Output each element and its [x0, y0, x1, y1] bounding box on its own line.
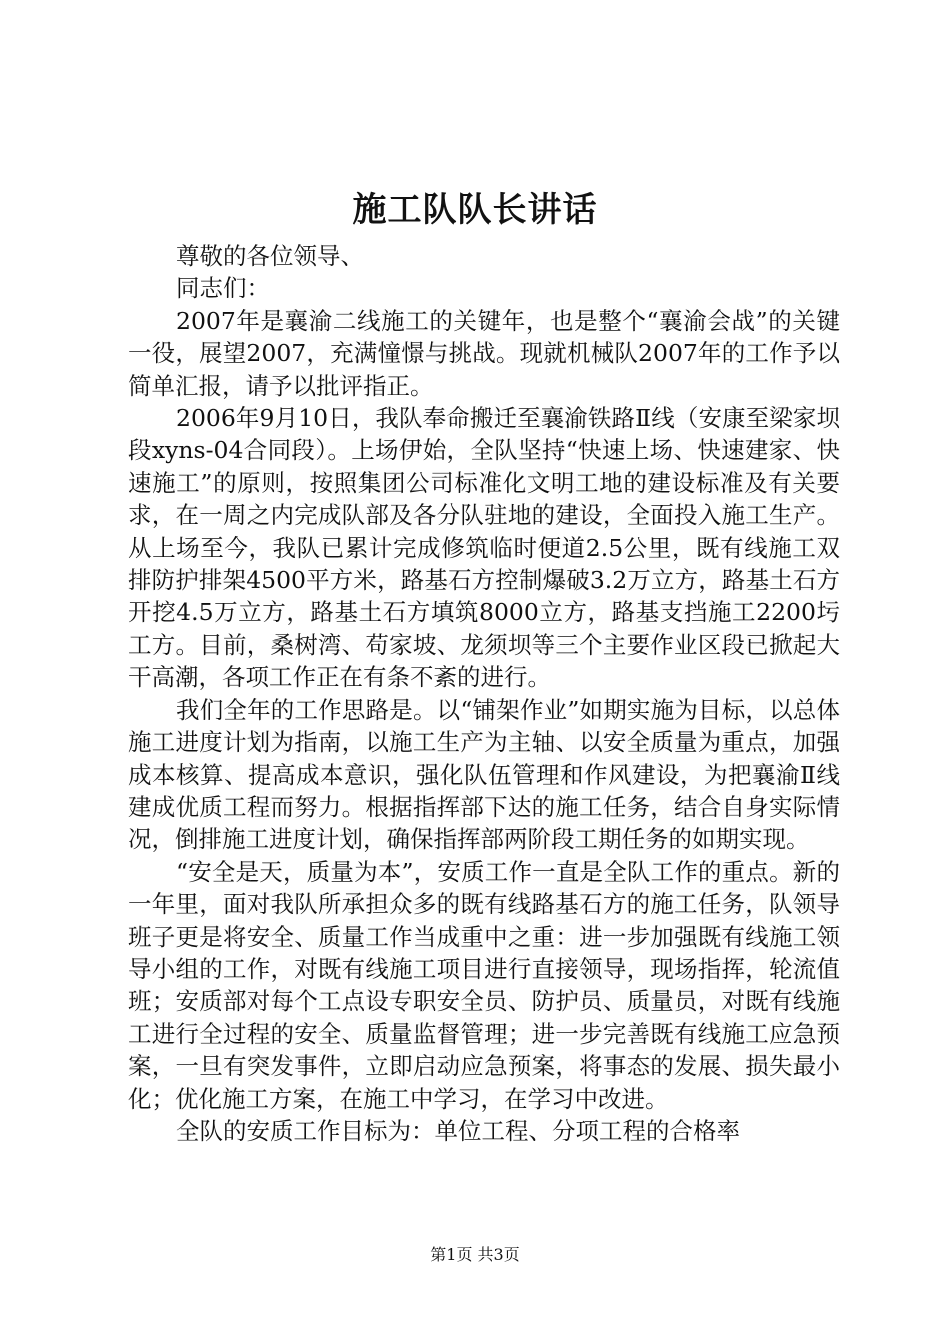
body-paragraph: “安全是天，质量为本”，安质工作一直是全队工作的重点。新的一年里，面对我队所承担众多的既有线路基石方的施工任务，队领导班子更是将安全、质量工作当成重中之重：进一步加强既有线施工领导小组的工作，对既有线施工项目进行直接领导，现场指挥，轮流值班；安质部对每个工点设专职安全员、防护员、质量员，对既有线施工进行全过程的安全、质量监督管理；进一步完善既有线施工应急预案，一旦有突发事件，立即启动应急预案，将事态的发展、损失最小化；优化施工方案，在施工中学习，在学习中改进。: [128, 857, 840, 1113]
document-body: [128, 240, 840, 1147]
document-title: 施工队队长讲话: [352, 190, 598, 230]
salutation-line: 尊敬的各位领导、: [176, 242, 364, 270]
body-paragraph: 我们全年的工作思路是。以“铺架作业”如期实施为目标，以总体施工进度计划为指南，以施工生产为主轴、以安全质量为重点，加强成本核算、提高成本意识，强化队伍管理和作风建设，为把襄渝Ⅱ线建成优质工程而努力。根据指挥部下达的施工任务，结合自身实际情况，倒排施工进度计划，确保指挥部两阶段工期任务的如期实现。: [128, 695, 840, 854]
body-paragraph: 全队的安质工作目标为：单位工程、分项工程的合格率: [176, 1116, 740, 1145]
body-paragraph: 2006年9月10日，我队奉命搬迁至襄渝铁路Ⅱ线（安康至梁家坝段xyns-04合同段）。上场伊始，全队坚持“快速上场、快速建家、快速施工”的原则，按照集团公司标准化文明工地的建设标准及有关要求，在一周之内完成队部及各分队驻地的建设，全面投入施工生产。从上场至今，我队已累计完成修筑临时便道2.5公里，既有线施工双排防护排架4500平方米，路基石方控制爆破3.2万立方，路基土石方开挖4.5万立方，路基土石方填筑8000立方，路基支挡施工2200圬工方。目前，桑树湾、苟家坡、龙须坝等三个主要作业区段已掀起大干高潮，各项工作正在有条不紊的进行。: [128, 404, 840, 692]
page-number-footer: 第1页 共3页: [430, 1245, 520, 1264]
salutation-line: 同志们：: [176, 274, 270, 303]
body-paragraph: 2007年是襄渝二线施工的关键年，也是整个“襄渝会战”的关键一役，展望2007，充满憧憬与挑战。现就机械队2007年的工作予以简单汇报，请予以批评指正。: [128, 306, 840, 400]
